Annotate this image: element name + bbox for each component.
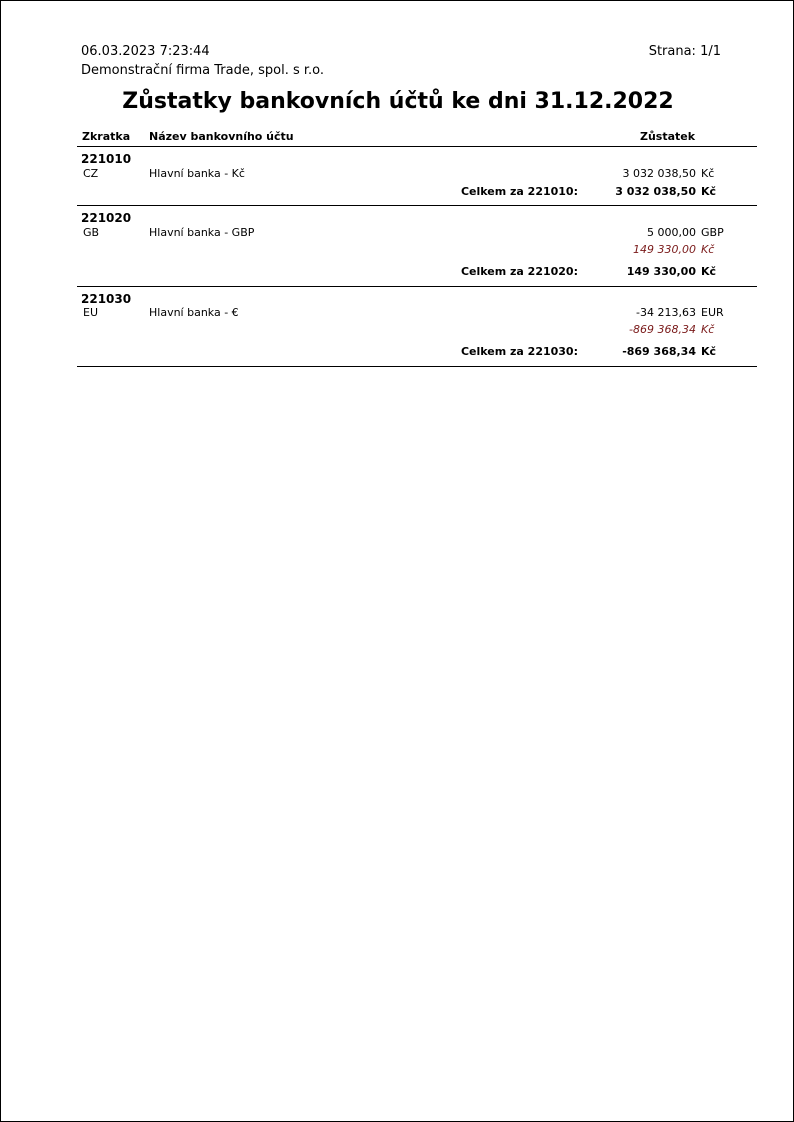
account-code: CZ	[83, 167, 99, 180]
account-code: EU	[83, 306, 99, 319]
company-name: Demonstrační firma Trade, spol. s r.o.	[81, 63, 325, 78]
column-header-code: Zkratka	[82, 130, 131, 143]
group-code: 221030	[81, 292, 132, 306]
print-datetime: 06.03.2023 7:23:44	[81, 44, 210, 59]
group-total-label: Celkem za 221030:	[460, 345, 578, 358]
group-total-label: Celkem za 221010:	[460, 185, 578, 198]
header-divider	[77, 146, 757, 147]
group-total-amount: 149 330,00	[626, 265, 696, 278]
account-name: Hlavní banka - GBP	[149, 226, 255, 239]
group-total-currency: Kč	[701, 185, 717, 198]
column-header-balance: Zůstatek	[640, 130, 696, 143]
group-divider	[77, 366, 757, 367]
account-code: GB	[83, 226, 100, 239]
group-total-amount: -869 368,34	[622, 345, 696, 358]
group-code: 221020	[81, 211, 132, 225]
account-amount: 3 032 038,50	[622, 167, 696, 180]
converted-amount: -869 368,34	[629, 323, 696, 336]
page-number: Strana: 1/1	[648, 44, 721, 59]
account-currency: EUR	[701, 306, 724, 319]
account-amount: 5 000,00	[647, 226, 696, 239]
account-currency: GBP	[701, 226, 724, 239]
converted-currency: Kč	[701, 323, 715, 336]
group-total-currency: Kč	[701, 345, 717, 358]
group-divider	[77, 286, 757, 287]
account-currency: Kč	[701, 167, 715, 180]
group-total-currency: Kč	[701, 265, 717, 278]
converted-amount: 149 330,00	[633, 243, 696, 256]
converted-currency: Kč	[701, 243, 715, 256]
column-header-name: Název bankovního účtu	[149, 130, 294, 143]
account-name: Hlavní banka - Kč	[149, 167, 245, 180]
group-code: 221010	[81, 152, 132, 166]
account-amount: -34 213,63	[636, 306, 696, 319]
group-total-amount: 3 032 038,50	[615, 185, 696, 198]
group-total-label: Celkem za 221020:	[460, 265, 578, 278]
group-divider	[77, 205, 757, 206]
report-title: Zůstatky bankovních účtů ke dni 31.12.2022	[122, 89, 674, 114]
account-name: Hlavní banka - €	[149, 306, 239, 319]
